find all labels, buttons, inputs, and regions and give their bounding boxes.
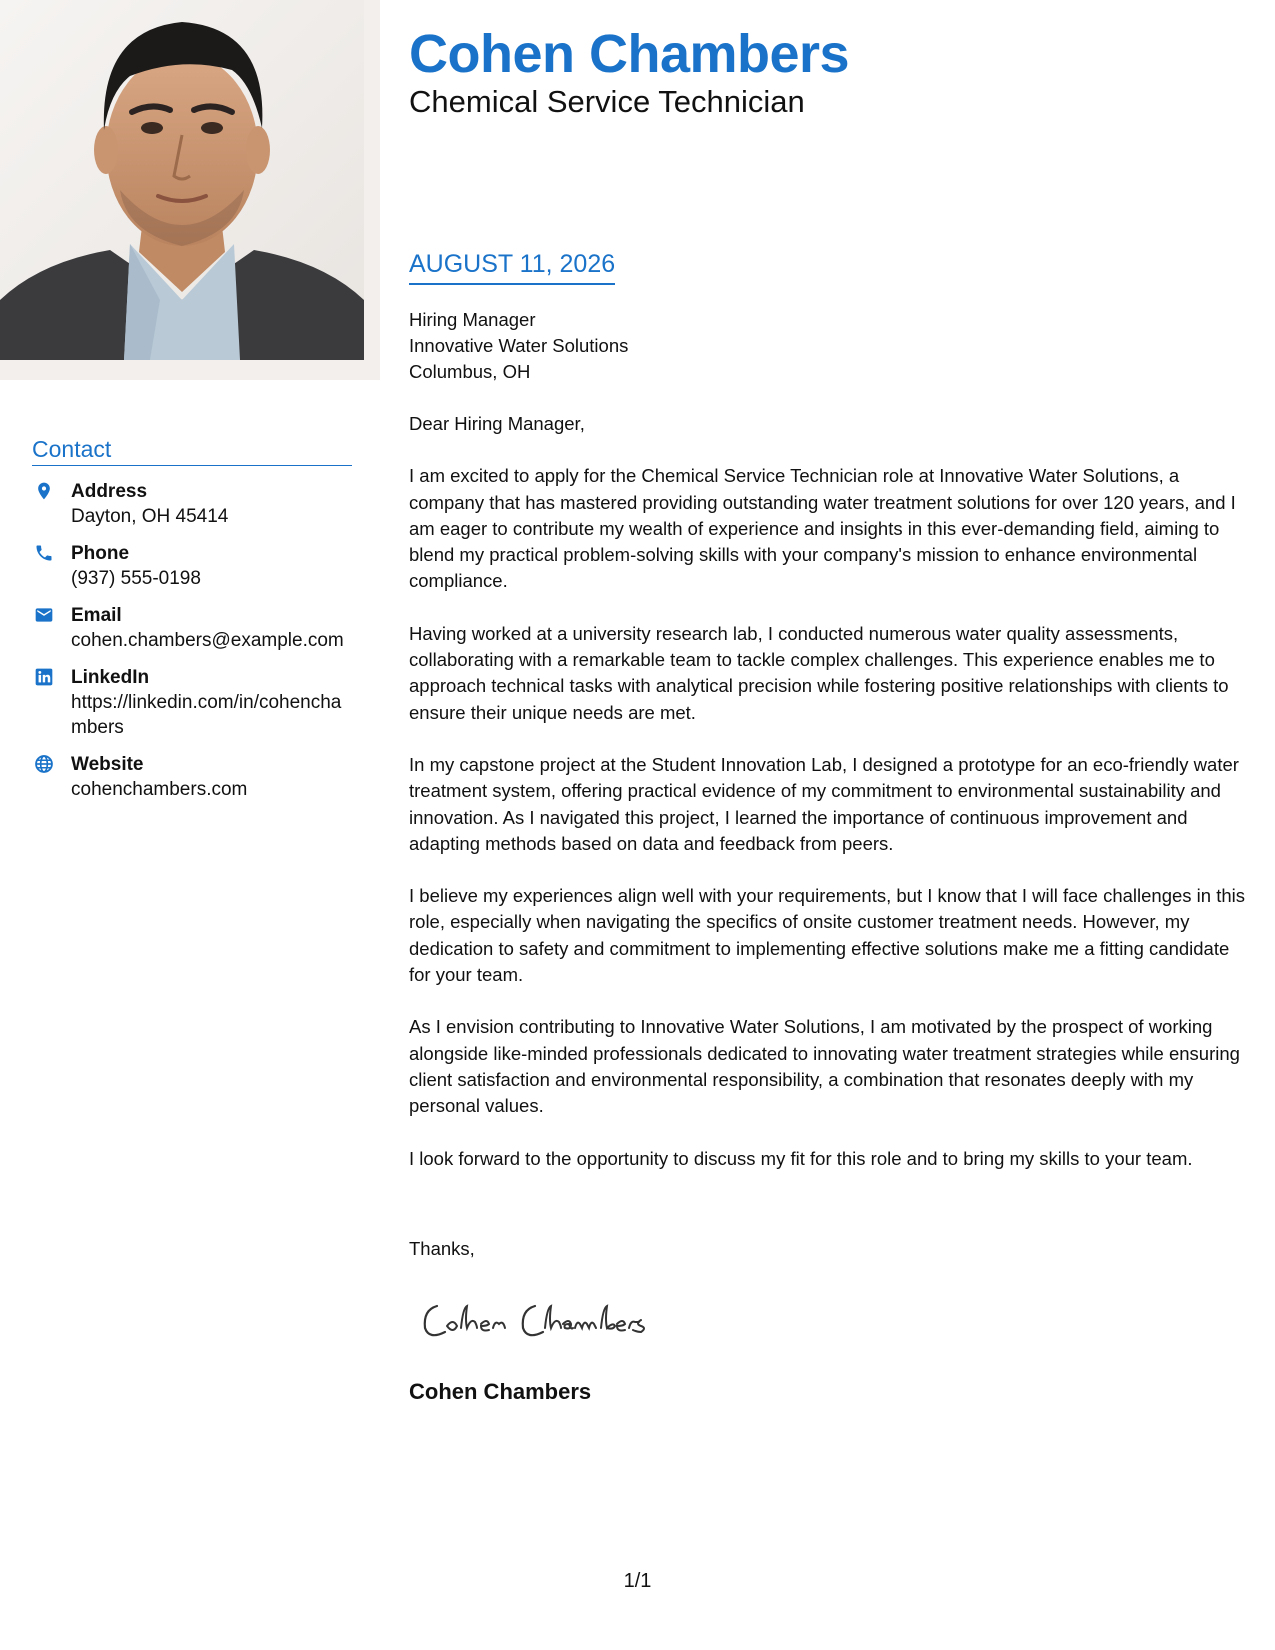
contact-value: Dayton, OH 45414 xyxy=(71,506,229,527)
contact-section xyxy=(32,436,352,815)
profile-photo xyxy=(0,0,380,380)
contact-value: cohen.chambers@example.com xyxy=(71,630,344,651)
signature-image xyxy=(417,1288,677,1348)
recipient-location: Columbus, OH xyxy=(409,361,531,382)
contact-heading: Contact xyxy=(32,436,352,466)
letter-body xyxy=(409,411,1249,1198)
contact-label: Email xyxy=(71,605,122,626)
contact-label: Website xyxy=(71,754,144,775)
salutation: Dear Hiring Manager, xyxy=(409,413,585,434)
contact-label: LinkedIn xyxy=(71,667,150,688)
recipient-title: Hiring Manager xyxy=(409,309,536,330)
applicant-name: Cohen Chambers xyxy=(409,24,850,84)
contact-link[interactable]: cohenchambers.com xyxy=(71,779,248,800)
linkedin-icon xyxy=(34,667,54,687)
recipient-block xyxy=(409,307,628,385)
phone-icon xyxy=(34,543,54,563)
paragraph: I am excited to apply for the Chemical Service Technician role at Innovative Water Solutions, a company that has mastered providing outstanding water treatment solutions for over 120 years, and I am eager to contribute my wealth of experience and insights in this ever-demanding field, aiming to blend my practical problem-solving skills with your company's mission to enhance environmental compliance. xyxy=(409,465,1236,592)
globe-icon xyxy=(34,754,54,774)
recipient-company: Innovative Water Solutions xyxy=(409,335,629,356)
contact-phone xyxy=(32,542,352,591)
page-number: 1/1 xyxy=(623,1570,652,1592)
map-pin-icon xyxy=(34,481,54,501)
paragraph: As I envision contributing to Innovative Water Solutions, I am motivated by the prospect of working alongside like-minded professionals dedicated to innovating water treatment strategies while ensuring client satisfaction and environmental responsibility, a combination that resonates deeply with my personal values. xyxy=(409,1016,1240,1117)
job-title: Chemical Service Technician xyxy=(409,84,805,119)
paragraph: In my capstone project at the Student Innovation Lab, I designed a prototype for an eco-friendly water treatment system, offering practical evidence of my commitment to environmental sustainability and innovation. As I navigated this project, I learned the importance of continuous improvement and adapting methods based on data and feedback from peers. xyxy=(409,753,1239,854)
envelope-icon xyxy=(34,605,54,625)
signer-name: Cohen Chambers xyxy=(409,1379,592,1404)
paragraph: I look forward to the opportunity to discuss my fit for this role and to bring my skills to your team. xyxy=(409,1147,1193,1169)
contact-label: Phone xyxy=(71,543,130,564)
sidebar xyxy=(0,0,364,1650)
paragraph: Having worked at a university research lab, I conducted numerous water quality assessments, collaborating with a remarkable team to tackle complex challenges. This experience enables me to approach technical tasks with analytical precision while fostering positive relationships with clients to ensure their unique needs are met. xyxy=(409,622,1229,723)
closing: Thanks, xyxy=(409,1238,475,1259)
paragraph: I believe my experiences align well with your requirements, but I know that I will face challenges in this role, especially when navigating the specifics of onsite customer treatment needs. However, my dedication to safety and commitment to implementing effective solutions make me a fitting candidate for your team. xyxy=(409,885,1245,986)
contact-website xyxy=(32,753,352,802)
contact-linkedin xyxy=(32,666,352,740)
contact-address xyxy=(32,480,352,529)
contact-email xyxy=(32,604,352,653)
contact-value: (937) 555-0198 xyxy=(71,568,201,589)
contact-label: Address xyxy=(71,481,148,502)
contact-link[interactable]: https://linkedin.com/in/cohenchambers xyxy=(71,692,342,738)
letter-date: AUGUST 11, 2026 xyxy=(409,248,615,285)
